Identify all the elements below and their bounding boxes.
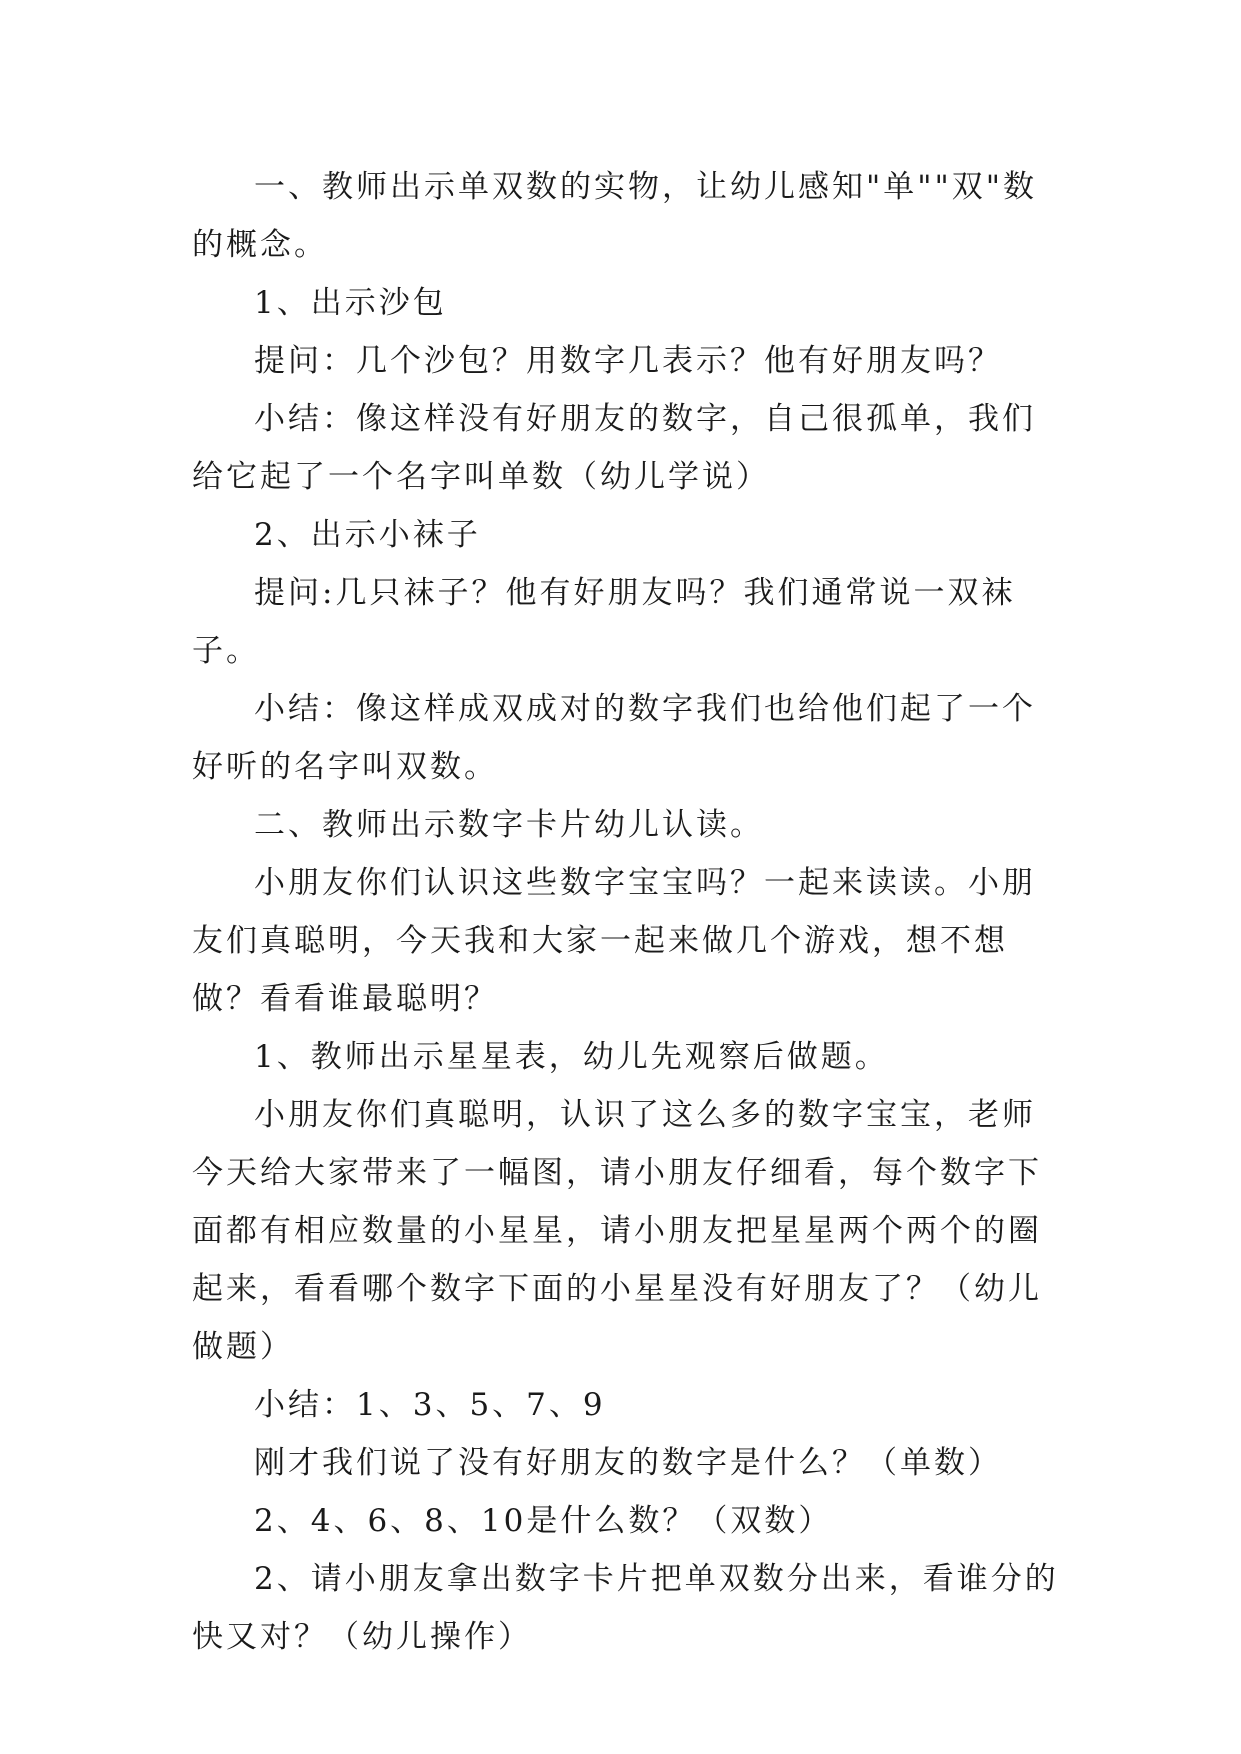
paragraph: 2、请小朋友拿出数字卡片把单双数分出来，看谁分的快又对？（幼儿操作） — [192, 1561, 1059, 1655]
paragraph: 小朋友你们认识这些数字宝宝吗？一起来读读。小朋友们真聪明，今天我和大家一起来做几个游戏，想不想做？看看谁最聪明？ — [192, 865, 1036, 1017]
paragraph: 小结：像这样成双成对的数字我们也给他们起了一个好听的名字叫双数。 — [192, 691, 1036, 785]
paragraph: 提问：几个沙包？用数字几表示？他有好朋友吗？ — [254, 343, 1002, 379]
paragraph: 一、教师出示单双数的实物，让幼儿感知"单""双"数的概念。 — [192, 169, 1038, 263]
paragraph: 二、教师出示数字卡片幼儿认读。 — [254, 807, 764, 843]
paragraph: 小结：1、3、5、7、9 — [254, 1387, 606, 1423]
paragraph: 刚才我们说了没有好朋友的数字是什么？（单数） — [254, 1445, 1002, 1481]
document-body — [192, 158, 1062, 1666]
paragraph: 1、出示沙包 — [254, 285, 447, 321]
paragraph: 提问:几只袜子？他有好朋友吗？我们通常说一双袜子。 — [192, 575, 1016, 669]
paragraph: 小结：像这样没有好朋友的数字，自己很孤单，我们给它起了一个名字叫单数（幼儿学说） — [192, 401, 1036, 495]
paragraph: 小朋友你们真聪明，认识了这么多的数字宝宝，老师今天给大家带来了一幅图，请小朋友仔细看，每个数字下面都有相应数量的小星星，请小朋友把星星两个两个的圈起来，看看哪个数字下面的小星星没有好朋友了？（幼儿做题） — [192, 1097, 1042, 1365]
paragraph: 2、4、6、8、10是什么数？（双数） — [254, 1503, 833, 1539]
paragraph: 2、出示小袜子 — [254, 517, 481, 553]
paragraph: 1、教师出示星星表，幼儿先观察后做题。 — [254, 1039, 889, 1075]
